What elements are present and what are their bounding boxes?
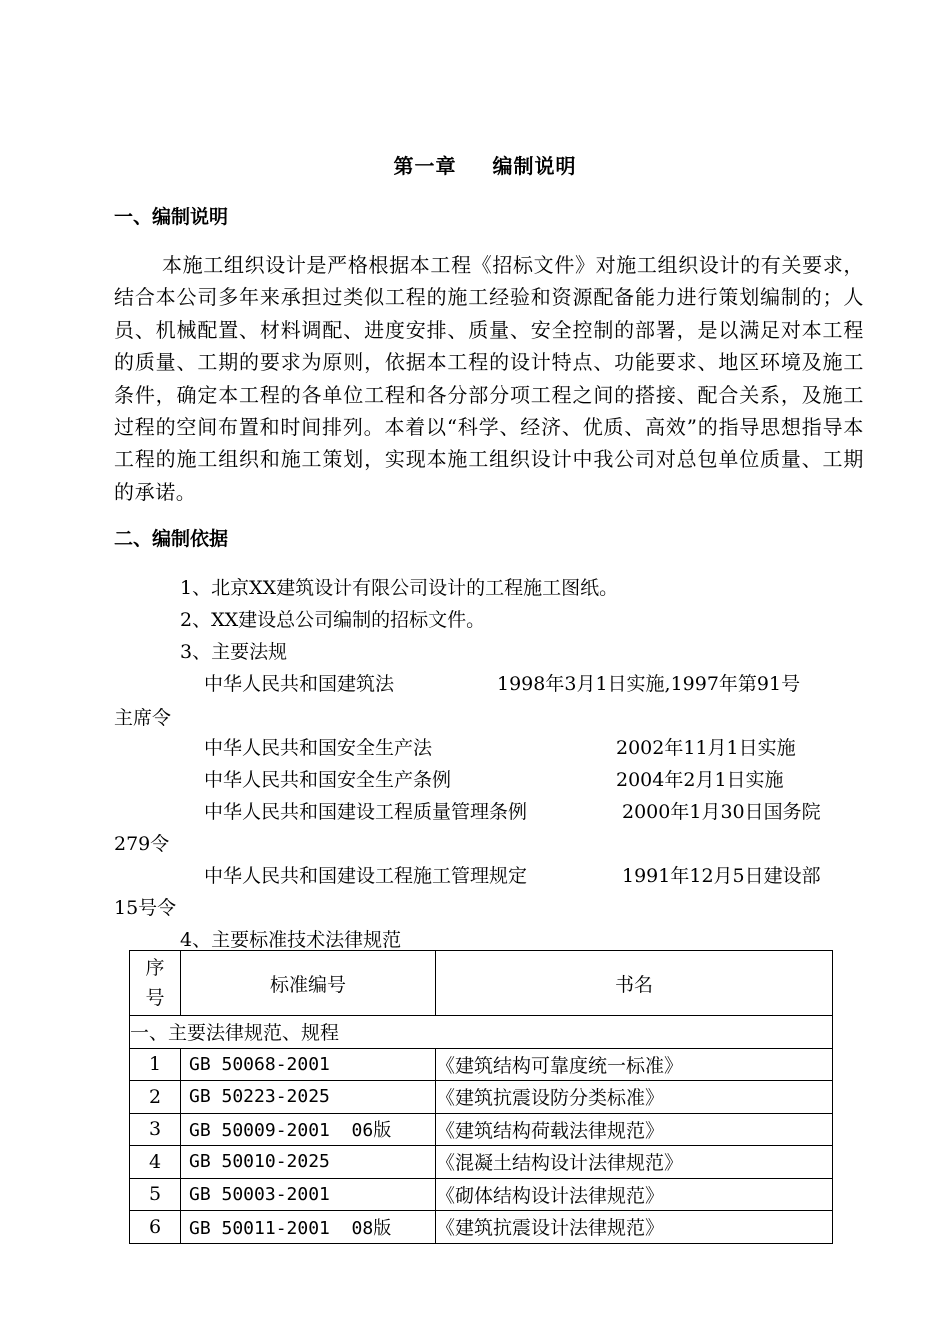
row-name: 《建筑抗震设计法律规范》 (436, 1211, 833, 1244)
law-cont-1: 主席令 (114, 707, 172, 729)
header-code: 标准编号 (181, 951, 436, 1016)
table-row (130, 1146, 833, 1179)
standards-table (129, 950, 833, 1244)
section1-paragraph: 本施工组织设计是严格根据本工程《招标文件》对施工组织设计的有关要求，结合本公司多年来承担过类似工程的施工经验和资源配备能力进行策划编制的；人员、机械配置、材料调配、进度安排、质量、安全控制的部署，是以满足对本工程的质量、工期的要求为原则，依据本工程的设计特点、功能要求、地区环境及施工条件，确定本工程的各单位工程和各分部分项工程之间的搭接、配合关系，及施工过程的空间布置和时间排列。本着以“科学、经济、优质、高效”的指导思想指导本工程的施工组织和施工策划，实现本施工组织设计中我公司对总包单位质量、工期的承诺。 (114, 253, 864, 504)
row-no: 5 (130, 1178, 181, 1211)
row-no: 1 (130, 1048, 181, 1081)
row-code: GB 50011-2001 08版 (181, 1211, 436, 1244)
law-name-3: 中华人民共和国安全生产条例 (204, 769, 452, 791)
law-date-1: 1998年3月1日实施,1997年第91号 (497, 673, 801, 695)
law-name-1: 中华人民共和国建筑法 (204, 673, 395, 695)
row-name: 《建筑结构可靠度统一标准》 (436, 1048, 833, 1081)
row-no: 4 (130, 1146, 181, 1179)
basis-item-2: 2、XX建设总公司编制的招标文件。 (180, 609, 486, 631)
row-code: GB 50068-2001 (181, 1048, 436, 1081)
table-row (130, 1178, 833, 1211)
law-date-4: 2000年1月30日国务院 (622, 801, 821, 823)
chapter-title (0, 150, 950, 179)
table-row (130, 1081, 833, 1114)
law-cont-5: 15号令 (114, 897, 177, 919)
row-name: 《混凝土结构设计法律规范》 (436, 1146, 833, 1179)
row-name: 《砌体结构设计法律规范》 (436, 1178, 833, 1211)
header-no-2: 号 (145, 987, 165, 1009)
chapter-number: 第一章 (393, 154, 457, 178)
law-name-4: 中华人民共和国建设工程质量管理条例 (204, 801, 528, 823)
row-code: GB 50009-2001 06版 (181, 1113, 436, 1146)
section-heading-2: 二、编制依据 (114, 528, 229, 550)
row-code: GB 50003-2001 (181, 1178, 436, 1211)
header-name: 书名 (436, 951, 833, 1016)
table-row (130, 1048, 833, 1081)
row-no: 2 (130, 1081, 181, 1114)
basis-item-4: 4、主要标准技术法律规范 (180, 929, 402, 951)
table-group-row (130, 1016, 833, 1049)
row-no: 6 (130, 1211, 181, 1244)
law-date-5: 1991年12月5日建设部 (622, 865, 821, 887)
law-date-2: 2002年11月1日实施 (616, 737, 796, 759)
table-header-row (130, 951, 833, 1016)
row-no: 3 (130, 1113, 181, 1146)
law-name-2: 中华人民共和国安全生产法 (204, 737, 433, 759)
row-name: 《建筑抗震设防分类标准》 (436, 1081, 833, 1114)
basis-item-1: 1、北京XX建筑设计有限公司设计的工程施工图纸。 (180, 577, 619, 599)
law-cont-4: 279令 (114, 833, 170, 855)
header-no (130, 951, 181, 1016)
row-code: GB 50223-2025 (181, 1081, 436, 1114)
law-date-3: 2004年2月1日实施 (616, 769, 784, 791)
row-code: GB 50010-2025 (181, 1146, 436, 1179)
header-no-1: 序 (145, 957, 165, 979)
basis-item-3: 3、主要法规 (180, 641, 288, 663)
group-label: 一、主要法律规范、规程 (130, 1016, 833, 1049)
row-name: 《建筑结构荷载法律规范》 (436, 1113, 833, 1146)
section-heading-1: 一、编制说明 (114, 206, 229, 228)
table-row (130, 1113, 833, 1146)
chapter-name: 编制说明 (492, 154, 577, 178)
table-row (130, 1211, 833, 1244)
law-name-5: 中华人民共和国建设工程施工管理规定 (204, 865, 528, 887)
